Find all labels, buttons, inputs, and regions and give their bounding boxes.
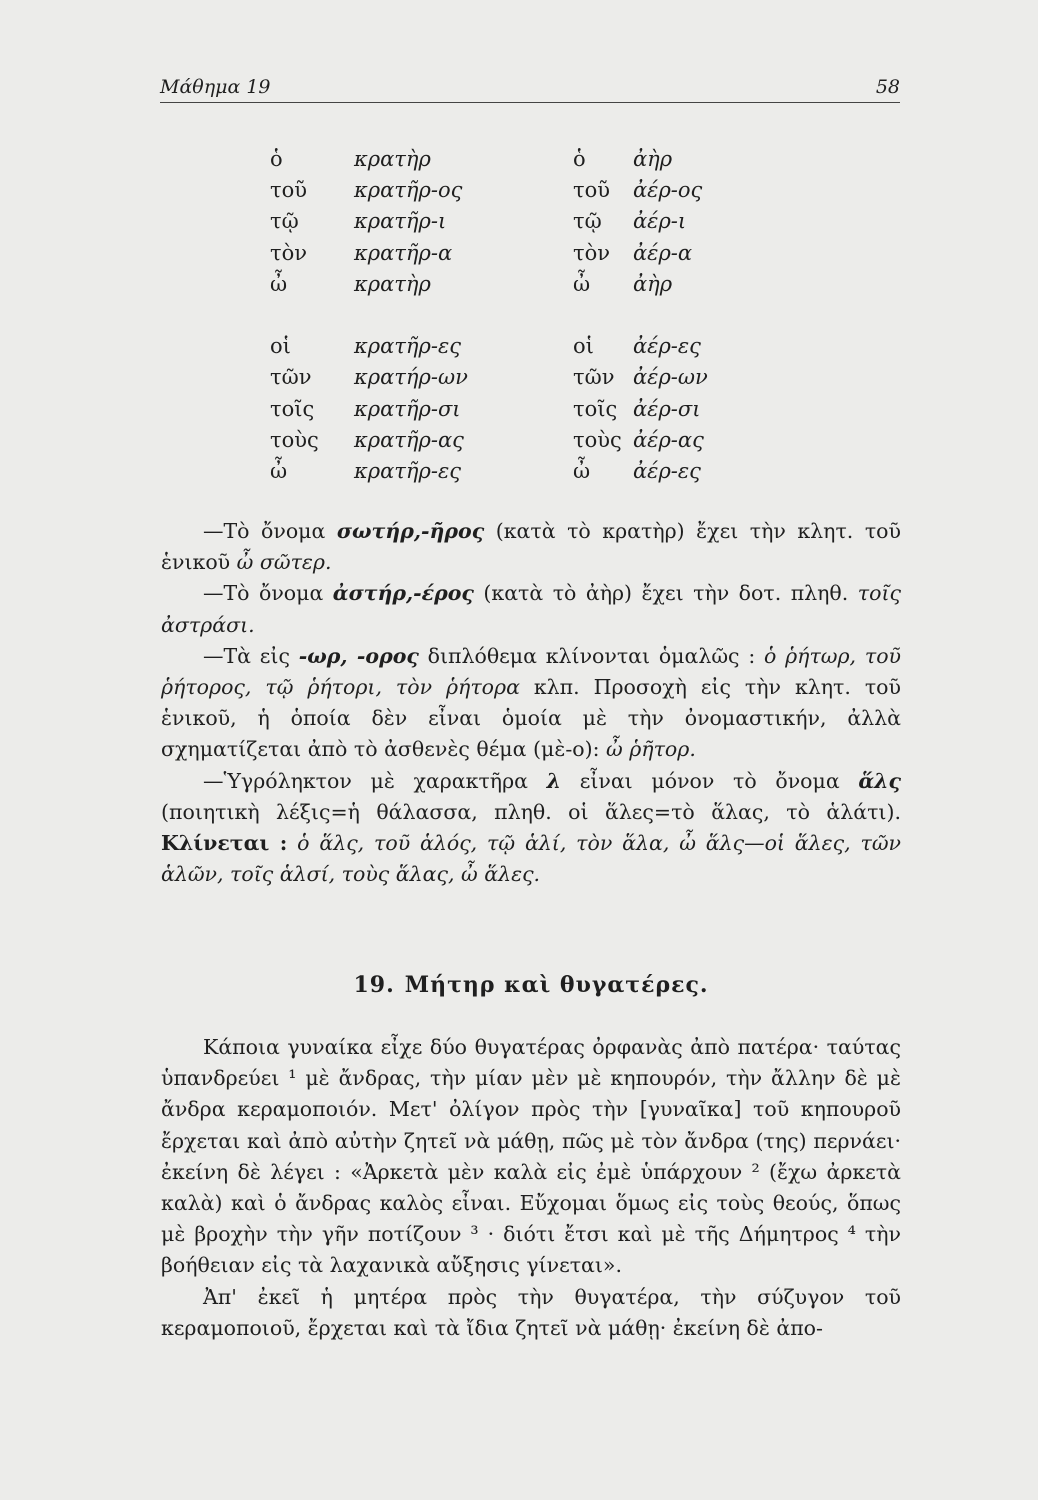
table-row: τὸν ἀέρ-α — [573, 240, 693, 265]
story-paragraph-1: Κάποια γυναίκα εἶχε δύο θυγατέρας ὀρφανὰς ἀπὸ πατέρα· ταύτας ὑπανδρεύει ¹ μὲ ἄνδρας, τὴν μίαν μὲν μὲ κηπουρόν, τὴν ἄλλην δὲ μὲ ἄνδρα κεραμοποιόν. Μετ' ὀλίγον πρὸς τὴν [γυναῖκα] τοῦ κηπουροῦ ἔρχεται καὶ ἀπὸ αὐτὴν ζητεῖ νὰ μάθῃ, πῶς μὲ τὸν ἄνδρα (της) περνάει· ἐκείνη δὲ λέγει : «Ἀρκετὰ μὲν καλὰ εἰς ἐμὲ ὑπάρχουν ² (ἔχω ἀρκετὰ καλὰ) καὶ ὁ ἄνδρας καλὸς εἶναι. Εὔχομαι ὅμως εἰς τοὺς θεούς, ὅπως μὲ βροχὴν τὴν γῆν ποτίζουν ³ · διότι ἔτσι καὶ μὲ τῆς Δήμητρος ⁴ τὴν βοήθειαν εἰς τὰ λαχανικὰ αὔξησις γίνεται». — [161, 1035, 901, 1278]
reading-text — [161, 1032, 901, 1344]
note-hals: —Ὑγρόληκτον μὲ χαρακτῆρα λ εἶναι μόνον τὸ ὄνομα ἅλς (ποιητικὴ λέξις=ἡ θάλασσα, πληθ. οἱ ἅλες=τὸ ἅλας, τὸ ἁλάτι). Κλίνεται : ὁ ἅλς, τοῦ ἁλός, τῷ ἁλί, τὸν ἅλα, ὦ ἅλς—οἱ ἅλες, τῶν ἁλῶν, τοῖς ἁλσί, τοὺς ἅλας, ὦ ἅλες. — [161, 768, 902, 887]
table-row: ὦ ἀέρ-ες — [573, 458, 701, 483]
table-row: τῷ κρατῆρ-ι — [270, 209, 447, 234]
table-row: ὦ κρατῆρ-ες — [270, 458, 461, 483]
section-number: 19. — [353, 972, 395, 998]
table-row: τῶν ἀέρ-ων — [573, 365, 708, 390]
table-row: τῶν κρατήρ-ων — [270, 365, 468, 390]
table-row: τοῖς ἀέρ-σι — [573, 396, 701, 421]
note-aster: —Τὸ ὄνομα ἀστήρ,-έρος (κατὰ τὸ ἀὴρ) ἔχει τὴν δοτ. πληθ. τοῖς ἀστράσι. — [161, 581, 901, 637]
table-row: τοὺς κρατῆρ-ας — [270, 427, 464, 452]
note-rhetor: —Τὰ εἰς -ωρ, -ορος διπλόθεμα κλίνονται ὁμαλῶς : ὁ ῥήτωρ, τοῦ ῥήτορος, τῷ ῥήτορι, τὸν ῥήτορα κλπ. Προσοχὴ εἰς τὴν κλητ. τοῦ ἑνικοῦ, ἡ ὁποία δὲν εἶναι ὁμοία μὲ τὴν ὀνομαστικήν, ἀλλὰ σχηματίζεται ἀπὸ τὸ ἀσθενὲς θέμα (μὲ-ο): ὦ ῥῆτορ. — [161, 643, 901, 762]
page-number: 58 — [875, 76, 900, 98]
table-row: οἱ κρατῆρ-ες — [270, 334, 461, 359]
grammar-notes — [161, 516, 901, 890]
table-row: ὁ ἀὴρ — [573, 147, 673, 171]
table-row: τῷ ἀέρ-ι — [573, 209, 687, 234]
lesson-title: Μάθημα 19 — [160, 76, 271, 98]
table-row: τοῖς κρατῆρ-σι — [270, 396, 461, 421]
note-soter: —Τὸ ὄνομα σωτήρ,-ῆρος (κατὰ τὸ κρατὴρ) ἔχει τὴν κλητ. τοῦ ἑνικοῦ ὦ σῶτερ. — [161, 519, 901, 575]
table-row: ὁ κρατὴρ — [270, 147, 431, 171]
story-paragraph-2: Ἀπ' ἐκεῖ ἡ μητέρα πρὸς τὴν θυγατέρα, τὴν σύζυγον τοῦ κεραμοποιοῦ, ἔρχεται καὶ τὰ ἴδια ζητεῖ νὰ μάθῃ· ἐκείνη δὲ ἀπο- — [161, 1284, 901, 1340]
table-row: τοὺς ἀέρ-ας — [573, 427, 704, 452]
section-heading — [161, 972, 901, 998]
declension-aer — [573, 144, 833, 487]
page-header — [160, 72, 900, 103]
table-row: τοῦ κρατῆρ-ος — [270, 178, 463, 203]
table-row: ὦ κρατὴρ — [270, 271, 431, 296]
declension-krater — [270, 144, 570, 487]
table-row: τὸν κρατῆρ-α — [270, 240, 453, 265]
table-row: ὦ ἀὴρ — [573, 271, 673, 296]
table-row: τοῦ ἀέρ-ος — [573, 178, 703, 203]
section-title: Μήτηρ καὶ θυγατέρες. — [404, 972, 709, 998]
table-row: οἱ ἀέρ-ες — [573, 334, 701, 359]
